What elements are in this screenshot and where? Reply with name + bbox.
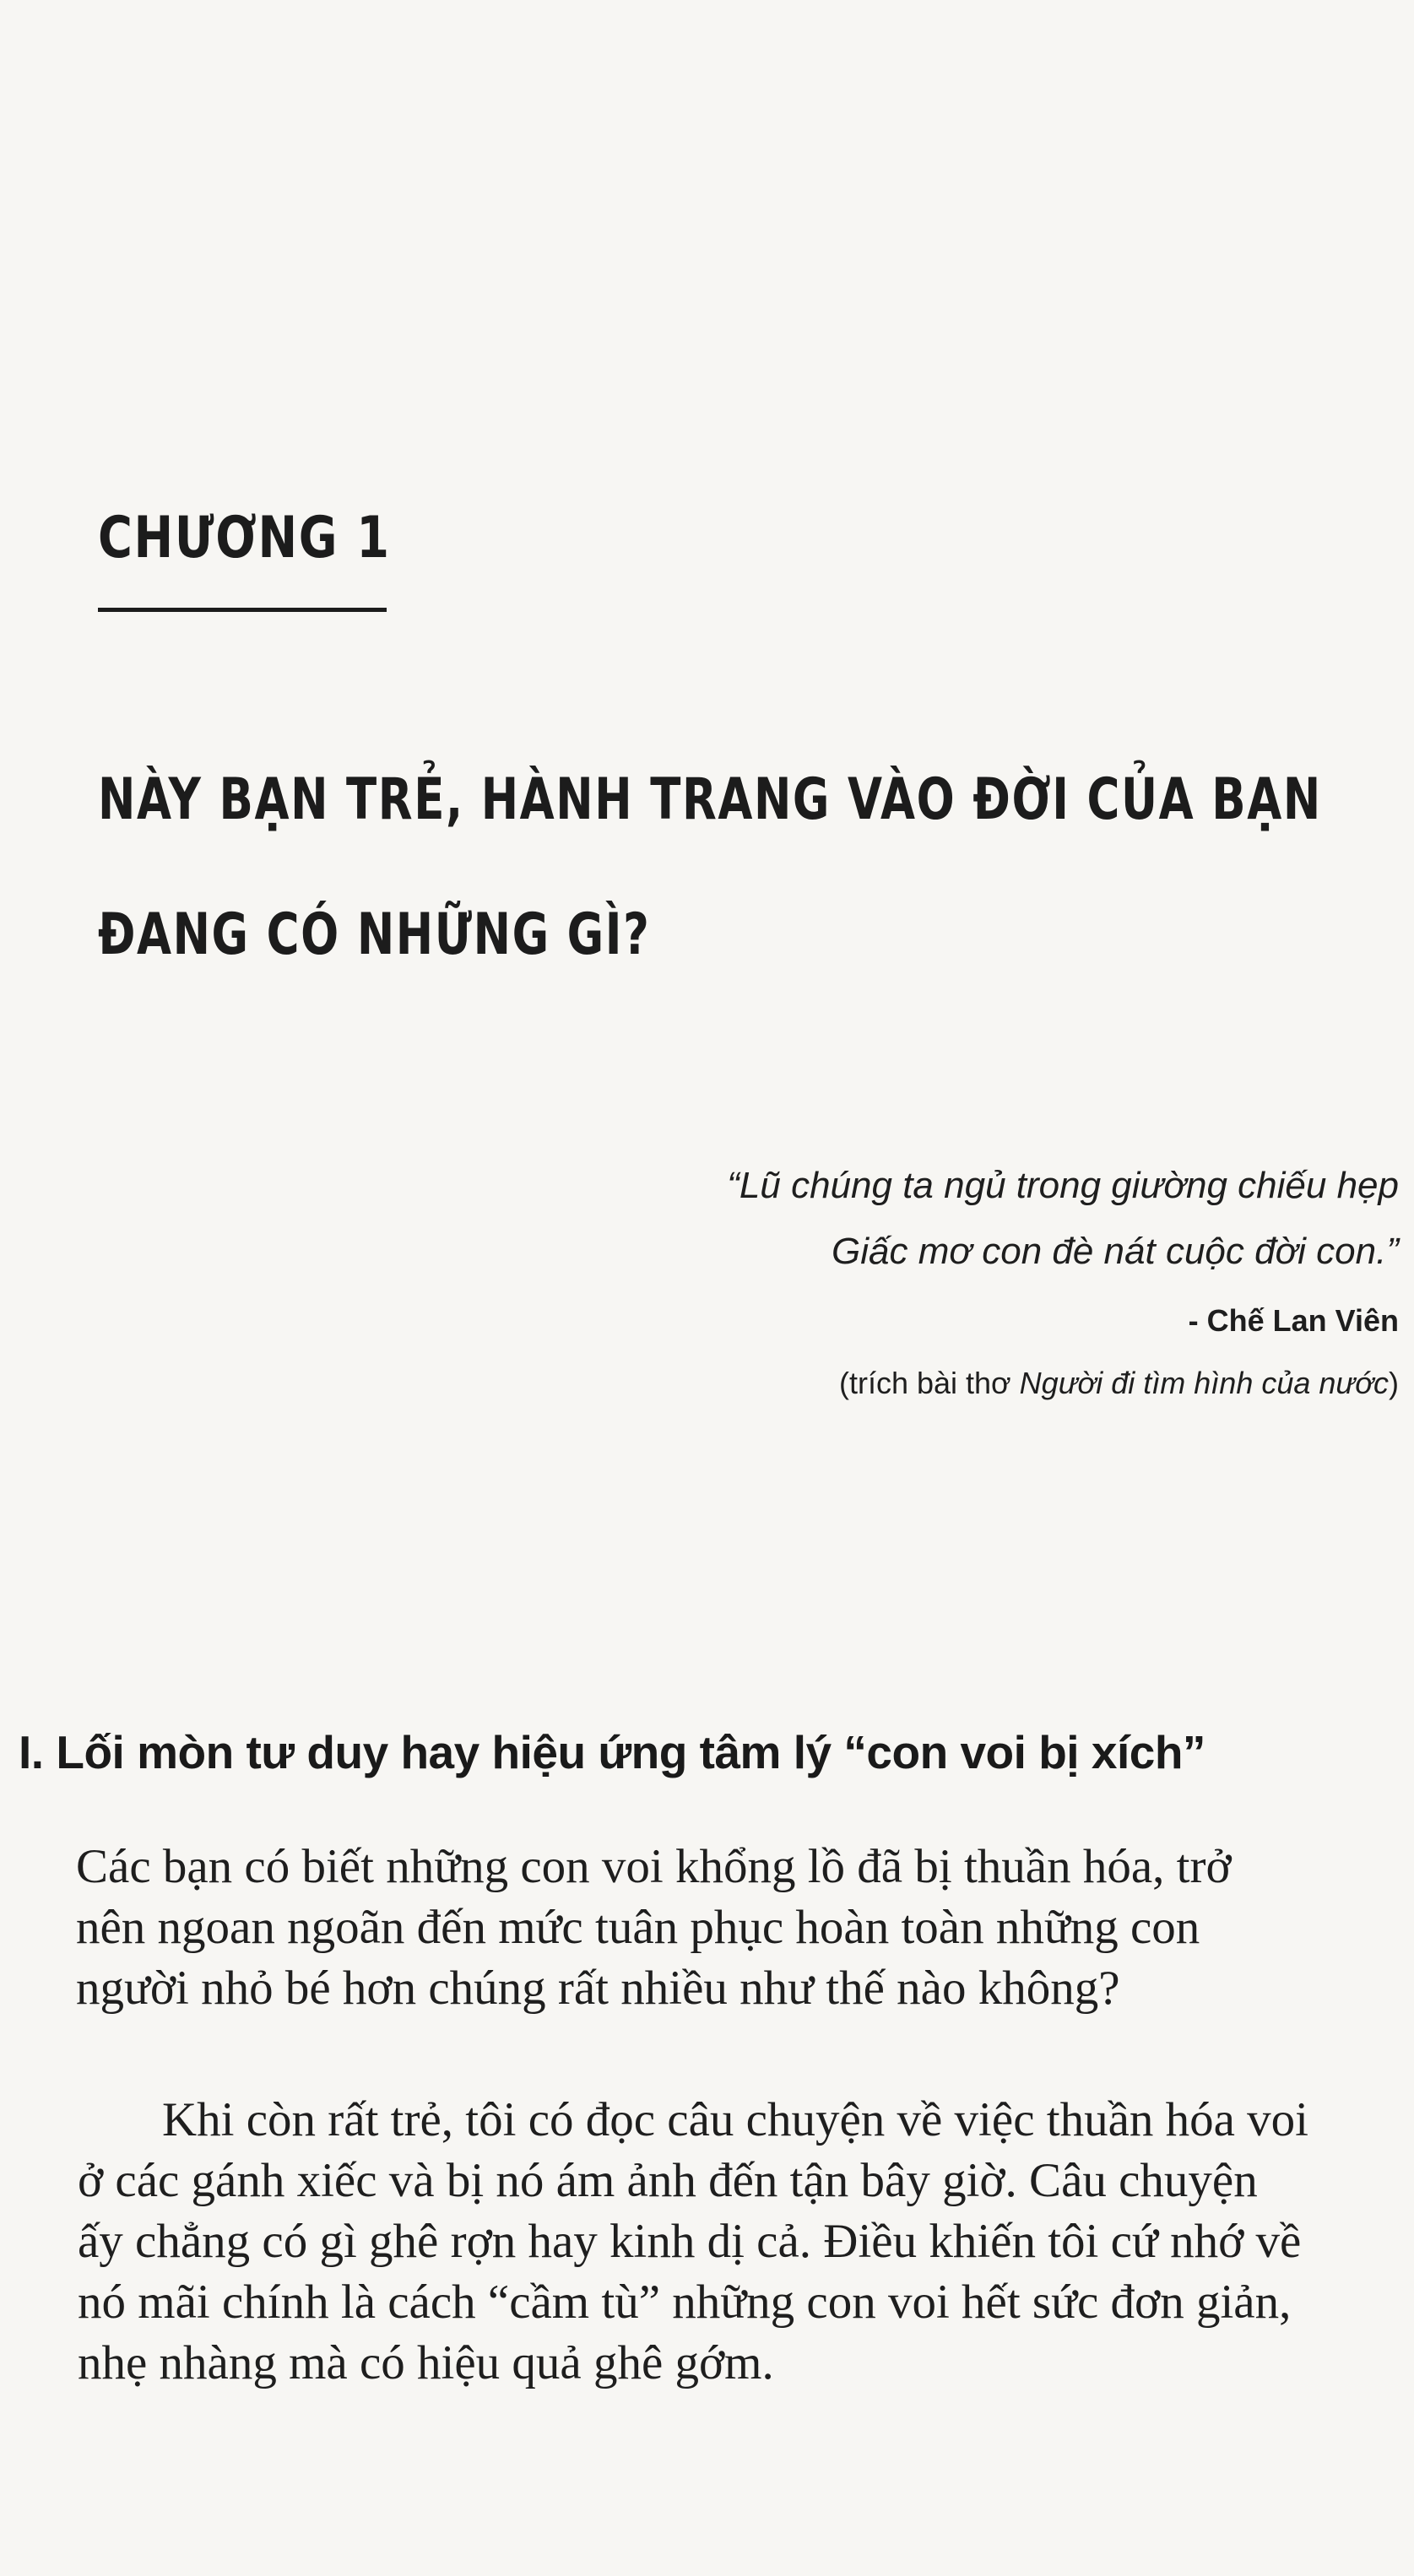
paragraph-line: Khi còn rất trẻ, tôi có đọc câu chuyện về việc thuần hóa voi — [162, 2093, 1309, 2146]
paragraph — [78, 2090, 1403, 2394]
epigraph-source-title: Người đi tìm hình của nước — [1019, 1366, 1389, 1400]
epigraph-source-prefix: (trích bài thơ — [838, 1366, 1020, 1400]
paragraph-line: ở các gánh xiếc và bị nó ám ảnh đến tận bây giờ. Câu chuyện — [78, 2154, 1258, 2207]
epigraph-source — [727, 1354, 1399, 1413]
epigraph-source-suffix: ) — [1389, 1366, 1399, 1400]
chapter-label: CHƯƠNG 1 — [98, 505, 391, 571]
paragraph-line: người nhỏ bé hơn chúng rất nhiều như thế nào không? — [76, 1962, 1120, 2015]
epigraph-author: - Chế Lan Viên — [1188, 1303, 1399, 1338]
chapter-title — [98, 733, 1322, 1003]
paragraph-line: nhẹ nhàng mà có hiệu quả ghê gớm. — [78, 2336, 774, 2389]
chapter-divider — [98, 608, 387, 612]
paragraph-line: nó mãi chính là cách “cầm tù” những con voi hết sức đơn giản, — [78, 2276, 1292, 2329]
paragraph — [76, 1837, 1401, 2019]
section-heading: I. Lối mòn tư duy hay hiệu ứng tâm lý “con voi bị xích” — [19, 1726, 1205, 1778]
epigraph — [727, 1153, 1399, 1413]
epigraph-line: Giấc mơ con đè nát cuộc đời con.” — [832, 1231, 1399, 1272]
paragraph-line: Các bạn có biết những con voi khổng lồ đã bị thuần hóa, trở — [76, 1840, 1232, 1893]
paragraph-line: ấy chẳng có gì ghê rợn hay kinh dị cả. Điều khiến tôi cứ nhớ về — [78, 2215, 1302, 2268]
paragraph-line: nên ngoan ngoãn đến mức tuân phục hoàn toàn những con — [76, 1901, 1200, 1954]
chapter-title-line: ĐANG CÓ NHỮNG GÌ? — [98, 901, 651, 968]
epigraph-line: “Lũ chúng ta ngủ trong giường chiếu hẹp — [727, 1165, 1399, 1206]
chapter-title-line: NÀY BẠN TRẺ, HÀNH TRANG VÀO ĐỜI CỦA BẠN — [98, 766, 1322, 833]
